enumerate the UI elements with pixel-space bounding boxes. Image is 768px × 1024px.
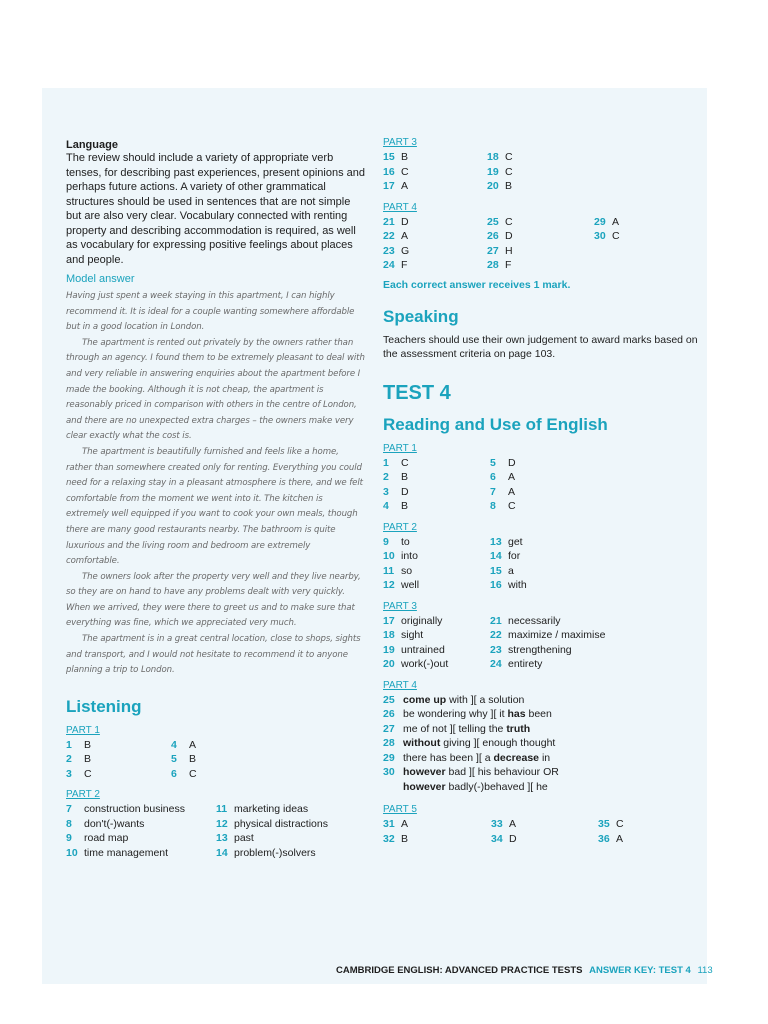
answer-number: 21 (383, 215, 395, 228)
answer-value: don't(-)wants (84, 817, 145, 830)
answer-value: A (616, 832, 624, 845)
answer-column (490, 614, 640, 672)
answer-value: A (401, 818, 409, 830)
answer-row (383, 736, 703, 751)
answer-column (383, 215, 487, 273)
answer-number: 2 (383, 471, 389, 483)
rue-part1-label: PART 1 (383, 442, 417, 454)
answer-value: a (508, 564, 514, 577)
answer-row (383, 693, 703, 708)
answer-keyword: come up (403, 693, 447, 706)
answer-value: past (234, 832, 254, 845)
listening-part4-grid (383, 215, 703, 273)
answer-number: 30 (594, 230, 606, 242)
answer-column (490, 535, 590, 593)
answer-number: 9 (66, 832, 72, 845)
answer-row (487, 244, 594, 259)
answer-row (383, 765, 703, 780)
answer-row (598, 817, 658, 832)
reading-use-heading: Reading and Use of English (383, 414, 608, 434)
answer-number: 1 (383, 456, 389, 469)
answer-value: get (508, 535, 523, 548)
rue-part3-label: PART 3 (383, 600, 417, 612)
answer-number: 21 (490, 614, 502, 627)
answer-text: been (525, 708, 552, 720)
answer-number: 6 (171, 767, 177, 780)
answer-number: 17 (383, 180, 395, 192)
answer-row (491, 832, 598, 847)
answer-row (216, 831, 366, 846)
answer-column (216, 802, 366, 860)
answer-row (383, 535, 490, 550)
answer-row (490, 643, 640, 658)
answer-number: 29 (383, 751, 395, 764)
answer-value: C (505, 165, 513, 178)
answer-value (403, 751, 550, 766)
answer-row (383, 549, 490, 564)
answer-value: C (616, 818, 624, 830)
answer-value: construction business (84, 803, 185, 816)
answer-row (66, 738, 171, 753)
answer-value: H (505, 244, 513, 257)
answer-number: 8 (66, 817, 72, 830)
answer-value: A (508, 471, 516, 483)
rue-part4-list (383, 693, 703, 795)
answer-value: A (401, 180, 409, 192)
answer-value: B (401, 832, 409, 845)
answer-column (594, 215, 654, 273)
answer-row (598, 832, 658, 847)
rue-part4-label: PART 4 (383, 679, 417, 691)
answer-row (383, 578, 490, 593)
answer-value: C (84, 767, 92, 780)
answer-row (490, 628, 640, 643)
rue-part2-label: PART 2 (383, 521, 417, 533)
model-paragraph: The apartment is beautifully furnished and feels like a home, rather than somewhere created only for renting. Everything you could need for a relaxing stay in a pleasant atmosphere is there, and we felt comfortable from the moment we went into it. The kitchen is extremely well equipped if you want to cook your own meals, though there are many good restaurants nearby. The bathroom is quite luxurious and the living room and bedroom are extremely comfortable. (66, 446, 363, 567)
answer-text: in (539, 751, 551, 764)
answer-row (383, 165, 487, 180)
model-paragraph: The apartment is rented out privately by the owners rather than through an agency. I found them to be extremely pleasant to deal with and very reliable in answering enquiries about the apartment before I made the booking. Although it is not cheap, the apartment is reasonably priced in comparison with others in the centre of London, and there are no unexpected extra charges – the owners make very clear exactly what the cost is. (66, 337, 365, 442)
answer-value: marketing ideas (234, 803, 309, 816)
answer-value: D (401, 485, 409, 498)
answer-value: B (505, 180, 513, 192)
answer-text: bad ][ his behaviour OR (445, 766, 559, 778)
answer-number: 30 (383, 766, 395, 778)
answer-number: 3 (66, 767, 72, 780)
answer-value: well (401, 579, 420, 591)
answer-value: C (189, 767, 197, 780)
answer-row (490, 564, 590, 579)
answer-value: maximize / maximise (508, 629, 606, 641)
answer-number: 14 (490, 550, 502, 562)
answer-value: B (84, 753, 92, 766)
answer-value: C (612, 230, 620, 242)
answer-column (171, 738, 271, 782)
answer-row (383, 456, 490, 471)
answer-value: D (401, 215, 409, 228)
answer-row (383, 657, 490, 672)
answer-row (490, 657, 640, 672)
answer-number: 13 (216, 832, 228, 845)
answer-column (66, 802, 216, 860)
answer-number: 23 (490, 643, 502, 656)
answer-column (487, 215, 594, 273)
mark-note: Each correct answer receives 1 mark. (383, 278, 571, 291)
answer-number: 28 (487, 259, 499, 271)
answer-value: A (189, 738, 197, 751)
answer-value: D (505, 230, 513, 242)
answer-row (487, 258, 594, 273)
answer-text: with ][ a solution (446, 693, 525, 706)
answer-number: 4 (171, 738, 177, 751)
answer-keyword: decrease (493, 751, 540, 764)
answer-row (66, 846, 216, 861)
answer-number: 15 (383, 151, 395, 163)
answer-column (383, 614, 490, 672)
answer-number: 24 (490, 658, 502, 670)
footer-section: ANSWER KEY: TEST 4 (589, 965, 691, 976)
answer-row (383, 628, 490, 643)
language-text: The review should include a variety of appropriate verb tenses, for describing past experiences, present opinions and perhaps future actions. A variety of other grammatical structures should be used in sentences that are not simple but are also very clear. Vocabulary connected with renting property and describing accommodation is required, as well as vocabulary for expressing positive feelings about places and people. (66, 152, 366, 266)
answer-row (383, 215, 487, 230)
answer-value: B (401, 500, 409, 512)
answer-value (403, 765, 559, 780)
answer-value (403, 722, 530, 737)
answer-value: into (401, 550, 418, 562)
right-column (383, 137, 703, 846)
answer-number: 34 (491, 832, 503, 845)
answer-row (383, 832, 491, 847)
answer-column (490, 456, 590, 514)
page-number: 113 (697, 965, 713, 976)
listening-part3-label: PART 3 (383, 137, 417, 148)
answer-row (383, 258, 487, 273)
answer-number: 25 (487, 215, 499, 228)
answer-keyword: however (403, 766, 446, 778)
answer-value: untrained (401, 643, 445, 656)
rue-part2-grid (383, 535, 703, 593)
answer-value: C (505, 215, 513, 228)
answer-number: 26 (487, 230, 499, 242)
answer-row (66, 817, 216, 832)
speaking-text: Teachers should use their own judgement to award marks based on the assessment criteria on page 103. (383, 333, 698, 360)
answer-number: 7 (66, 803, 72, 816)
answer-row (171, 738, 271, 753)
answer-row (594, 215, 654, 230)
answer-value: D (509, 832, 517, 845)
answer-number: 36 (598, 832, 610, 845)
answer-value: strengthening (508, 643, 572, 656)
answer-number: 4 (383, 500, 389, 512)
answer-number: 18 (383, 629, 395, 641)
answer-row (383, 707, 703, 722)
listening-part1-label: PART 1 (66, 724, 100, 736)
answer-column (487, 150, 591, 194)
answer-number: 9 (383, 535, 389, 548)
answer-value: to (401, 535, 410, 548)
answer-value: F (505, 259, 512, 271)
answer-number: 5 (171, 753, 177, 766)
answer-value: B (189, 753, 197, 766)
answer-value: work(-)out (401, 658, 449, 670)
rue-part5-label: PART 5 (383, 804, 417, 815)
answer-value (403, 693, 524, 708)
answer-number: 31 (383, 818, 395, 830)
listening-heading: Listening (66, 696, 142, 716)
listening-part2-label: PART 2 (66, 789, 100, 801)
answer-row (490, 485, 590, 500)
answer-number: 1 (66, 738, 72, 751)
answer-row (383, 643, 490, 658)
answer-number: 25 (383, 693, 395, 706)
answer-value: necessarily (508, 614, 561, 627)
answer-row (66, 831, 216, 846)
answer-row (487, 215, 594, 230)
answer-number: 28 (383, 737, 395, 749)
answer-row (491, 817, 598, 832)
answer-row (171, 752, 271, 767)
answer-row (383, 614, 490, 629)
test4-heading: TEST 4 (383, 381, 451, 404)
answer-number: 12 (216, 817, 228, 830)
left-column (66, 139, 366, 860)
rue-part5-grid (383, 817, 703, 846)
listening-part1-grid (66, 738, 366, 782)
answer-row (487, 179, 591, 194)
answer-row (490, 499, 590, 514)
answer-value: C (401, 165, 409, 178)
model-paragraph: Having just spent a week staying in this apartment, I can highly recommend it. It is ideal for a couple wanting somewhere affordable but in a good location in London. (66, 291, 355, 333)
answer-number: 29 (594, 215, 606, 228)
answer-number: 12 (383, 579, 395, 591)
answer-row (490, 578, 590, 593)
answer-number: 11 (216, 803, 228, 816)
answer-column (491, 817, 598, 846)
model-answer-body (66, 289, 366, 679)
answer-text: there has been ][ a (403, 751, 494, 764)
footer-title: CAMBRIDGE ENGLISH: ADVANCED PRACTICE TESTS (336, 965, 583, 976)
model-paragraph: The apartment is in a great central location, close to shops, sights and transport, and I would not hesitate to recommend it to anyone planning a trip to London. (66, 634, 361, 676)
answer-row (487, 150, 591, 165)
answer-row (383, 780, 703, 795)
answer-number: 10 (66, 846, 78, 859)
answer-value: C (505, 151, 513, 163)
answer-number: 20 (383, 658, 395, 670)
rue-part3-grid (383, 614, 703, 672)
answer-number: 8 (490, 500, 496, 512)
answer-number: 32 (383, 832, 395, 845)
answer-row (216, 846, 366, 861)
answer-number: 18 (487, 151, 499, 163)
answer-number: 11 (383, 564, 395, 577)
answer-row (383, 722, 703, 737)
answer-number: 26 (383, 708, 395, 720)
answer-number: 14 (216, 846, 228, 859)
answer-row (383, 179, 487, 194)
listening-part4-label: PART 4 (383, 201, 417, 213)
answer-row (383, 817, 491, 832)
answer-value: problem(-)solvers (234, 846, 316, 859)
answer-number (383, 780, 403, 795)
model-paragraph: The owners look after the property very well and they live nearby, so they are on hand to have any problems dealt with very quickly. When we arrived, they were there to greet us and to make sure that everything was fine, which we appreciated very much. (66, 571, 361, 629)
answer-row (383, 244, 487, 259)
answer-number: 3 (383, 485, 389, 498)
answer-number: 24 (383, 259, 395, 271)
answer-row (490, 614, 640, 629)
answer-number: 16 (490, 579, 502, 591)
answer-value: sight (401, 629, 424, 641)
answer-value: so (401, 564, 413, 577)
answer-value: for (508, 550, 521, 562)
answer-text: be wondering why ][ it (403, 708, 508, 720)
answer-row (383, 229, 487, 244)
listening-part2-grid (66, 802, 366, 860)
answer-value: B (401, 471, 409, 483)
answer-row (216, 817, 366, 832)
answer-number: 6 (490, 471, 496, 483)
answer-row (490, 549, 590, 564)
answer-text: me of not ][ telling the (403, 722, 507, 735)
answer-number: 27 (383, 722, 395, 735)
answer-text: badly(-)behaved ][ he (445, 780, 548, 793)
answer-row (383, 485, 490, 500)
answer-row (171, 767, 271, 782)
answer-row (383, 751, 703, 766)
answer-number: 16 (383, 165, 395, 178)
answer-number: 2 (66, 753, 72, 766)
answer-value: time management (84, 846, 169, 859)
answer-row (490, 535, 590, 550)
language-heading: Language (66, 139, 118, 151)
answer-value: B (401, 151, 409, 163)
answer-keyword: has (507, 708, 526, 720)
answer-value: C (508, 500, 516, 512)
answer-row (594, 229, 654, 244)
answer-number: 20 (487, 180, 499, 192)
answer-value: F (401, 259, 408, 271)
answer-row (66, 802, 216, 817)
rue-part1-grid (383, 456, 703, 514)
answer-column (383, 456, 490, 514)
answer-value: A (612, 215, 620, 228)
answer-number: 22 (490, 629, 502, 641)
answer-row (383, 150, 487, 165)
answer-number: 13 (490, 535, 502, 548)
answer-keyword: truth (506, 722, 531, 735)
answer-number: 33 (491, 818, 503, 830)
answer-value: A (509, 818, 517, 830)
answer-row (490, 470, 590, 485)
answer-value: G (401, 244, 410, 257)
answer-number: 10 (383, 550, 395, 562)
model-answer-heading: Model answer (66, 273, 135, 285)
answer-value: C (401, 456, 409, 469)
answer-value: with (508, 579, 527, 591)
answer-value (403, 780, 548, 795)
page-footer (336, 965, 713, 976)
answer-number: 22 (383, 230, 395, 242)
answer-column (598, 817, 658, 846)
answer-value: physical distractions (234, 817, 328, 830)
answer-value: entirety (508, 658, 543, 670)
speaking-heading: Speaking (383, 306, 459, 326)
answer-row (487, 229, 594, 244)
answer-text: giving ][ enough thought (440, 737, 556, 749)
answer-number: 19 (487, 165, 499, 178)
answer-value (403, 736, 555, 751)
answer-number: 23 (383, 244, 395, 257)
answer-value: originally (401, 614, 443, 627)
answer-keyword: however (403, 780, 446, 793)
answer-value: B (84, 738, 92, 751)
answer-row (487, 165, 591, 180)
answer-number: 17 (383, 614, 395, 627)
answer-value: A (508, 485, 516, 498)
answer-column (66, 738, 171, 782)
answer-column (383, 150, 487, 194)
answer-value: road map (84, 832, 129, 845)
answer-value: D (508, 456, 516, 469)
answer-number: 7 (490, 485, 496, 498)
answer-row (383, 564, 490, 579)
answer-row (490, 456, 590, 471)
answer-row (216, 802, 366, 817)
answer-column (383, 817, 491, 846)
answer-value (403, 707, 552, 722)
answer-row (383, 470, 490, 485)
answer-number: 5 (490, 456, 496, 469)
answer-number: 19 (383, 643, 395, 656)
listening-part3-grid (383, 150, 703, 194)
answer-row (383, 499, 490, 514)
answer-keyword: without (403, 737, 441, 749)
answer-value: A (401, 230, 409, 242)
answer-number: 15 (490, 564, 502, 577)
answer-number: 27 (487, 244, 499, 257)
answer-row (66, 767, 171, 782)
answer-number: 35 (598, 818, 610, 830)
answer-column (383, 535, 490, 593)
answer-row (66, 752, 171, 767)
